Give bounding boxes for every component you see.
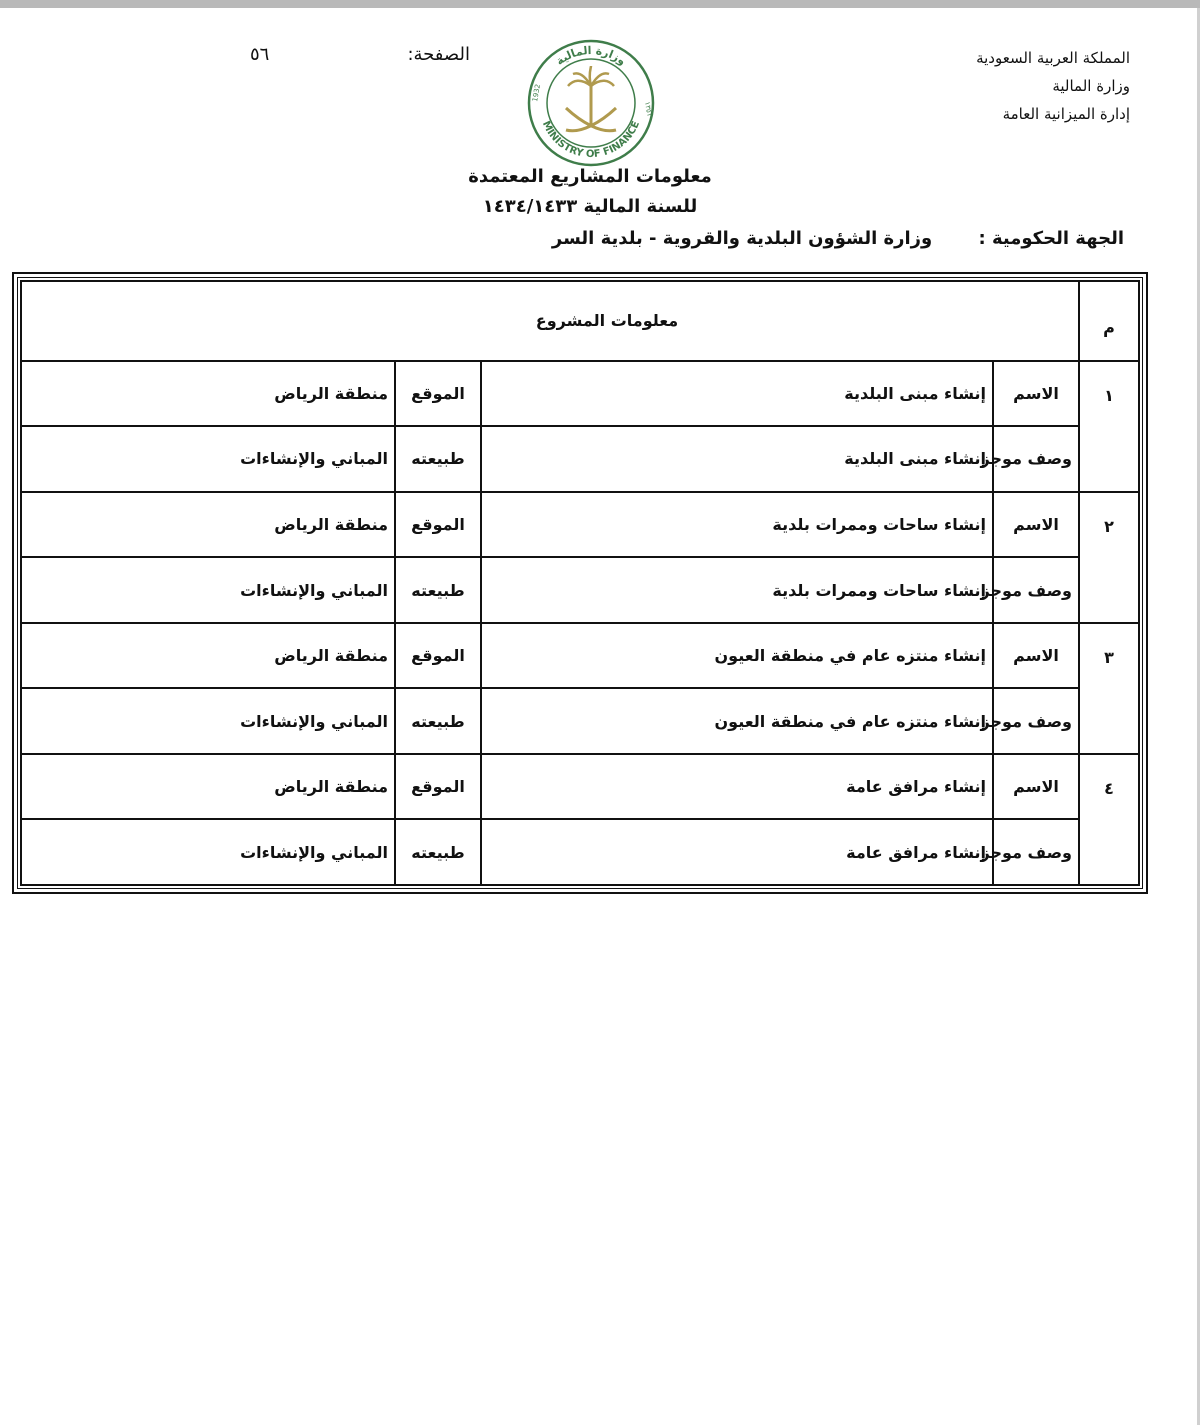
gov-entity-value: وزارة الشؤون البلدية والقروية - بلدية السر	[551, 228, 933, 249]
header-project-info: معلومات المشروع	[21, 281, 1079, 361]
table-row	[21, 754, 1139, 820]
row-number: ١	[1079, 361, 1139, 492]
name-label: الاسم	[993, 754, 1079, 820]
org-line-department: إدارة الميزانية العامة	[1002, 105, 1130, 123]
page-label: الصفحة:	[407, 44, 470, 65]
organization-block	[870, 44, 1130, 128]
table-row	[21, 492, 1139, 558]
table-row	[21, 819, 1139, 885]
nature-label: طبيعته	[395, 819, 481, 885]
seal-arabic-text: وزارة المالية	[553, 43, 629, 68]
project-name: إنشاء منتزه عام في منطقة العيون	[481, 623, 993, 689]
project-name: إنشاء مرافق عامة	[481, 754, 993, 820]
nature-label: طبيعته	[395, 688, 481, 754]
project-description: إنشاء منتزه عام في منطقة العيون	[481, 688, 993, 754]
row-number: ٣	[1079, 623, 1139, 754]
seal-english-text: MINISTRY OF FINANCE	[539, 119, 643, 161]
title-line-fiscal-year: للسنة المالية ١٤٣٤/١٤٣٣	[482, 196, 698, 217]
project-nature: المباني والإنشاءات	[21, 688, 395, 754]
project-location: منطقة الرياض	[21, 623, 395, 689]
desc-label: وصف موجز	[993, 557, 1079, 623]
document-title	[380, 162, 800, 222]
desc-label: وصف موجز	[993, 688, 1079, 754]
location-label: الموقع	[395, 623, 481, 689]
gov-entity-label: الجهة الحكومية :	[978, 228, 1124, 249]
row-number: ٤	[1079, 754, 1139, 885]
project-nature: المباني والإنشاءات	[21, 426, 395, 492]
project-name: إنشاء ساحات وممرات بلدية	[481, 492, 993, 558]
seal-year-left: 1932	[531, 83, 543, 103]
page-number: ٥٦	[250, 44, 270, 65]
name-label: الاسم	[993, 492, 1079, 558]
project-description: إنشاء مرافق عامة	[481, 819, 993, 885]
project-name: إنشاء مبنى البلدية	[481, 361, 993, 427]
org-line-kingdom: المملكة العربية السعودية	[976, 49, 1130, 67]
government-entity	[424, 228, 1124, 249]
location-label: الموقع	[395, 361, 481, 427]
table-row	[21, 623, 1139, 689]
row-number: ٢	[1079, 492, 1139, 623]
name-label: الاسم	[993, 623, 1079, 689]
desc-label: وصف موجز	[993, 819, 1079, 885]
name-label: الاسم	[993, 361, 1079, 427]
seal-year-right: ١٣٥١	[643, 100, 654, 118]
table-row	[21, 557, 1139, 623]
project-location: منطقة الرياض	[21, 492, 395, 558]
project-nature: المباني والإنشاءات	[21, 557, 395, 623]
palm-and-swords-emblem	[566, 66, 616, 131]
project-nature: المباني والإنشاءات	[21, 819, 395, 885]
project-description: إنشاء ساحات وممرات بلدية	[481, 557, 993, 623]
table-row	[21, 426, 1139, 492]
table-header-row	[21, 281, 1139, 361]
project-description: إنشاء مبنى البلدية	[481, 426, 993, 492]
header-num: م	[1079, 281, 1139, 361]
location-label: الموقع	[395, 492, 481, 558]
top-border	[0, 0, 1200, 8]
title-line-projects: معلومات المشاريع المعتمدة	[468, 166, 712, 187]
nature-label: طبيعته	[395, 557, 481, 623]
location-label: الموقع	[395, 754, 481, 820]
projects-table-frame	[12, 272, 1148, 894]
projects-table	[20, 280, 1140, 886]
desc-label: وصف موجز	[993, 426, 1079, 492]
table-row	[21, 361, 1139, 427]
page-number-block	[250, 44, 470, 70]
org-line-ministry: وزارة المالية	[1052, 77, 1130, 95]
project-location: منطقة الرياض	[21, 361, 395, 427]
table-row	[21, 688, 1139, 754]
project-location: منطقة الرياض	[21, 754, 395, 820]
nature-label: طبيعته	[395, 426, 481, 492]
ministry-of-finance-seal	[526, 38, 656, 168]
